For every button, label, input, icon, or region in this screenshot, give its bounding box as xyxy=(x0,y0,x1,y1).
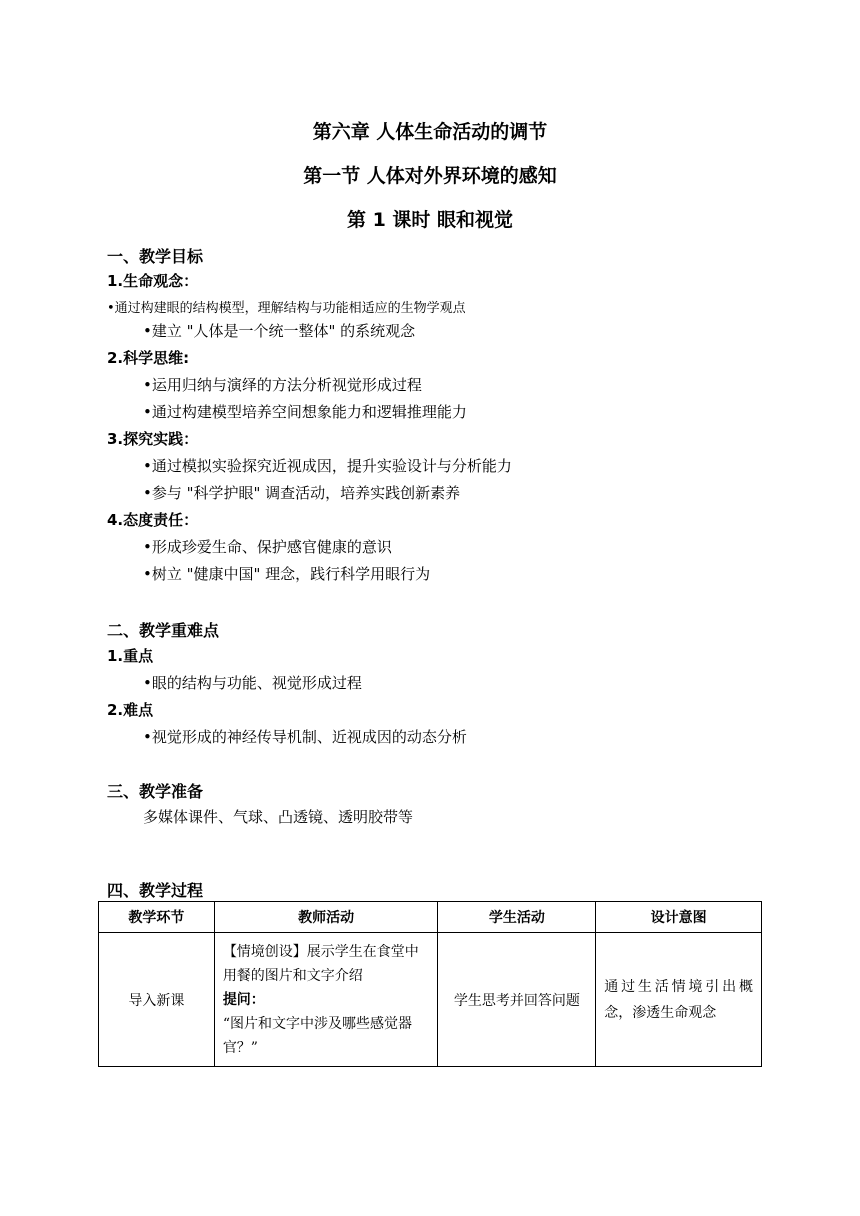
inquiry-heading: 3.探究实践： xyxy=(107,430,199,448)
list-item: •参与 "科学护眼" 调查活动，培养实践创新素养 xyxy=(143,484,461,502)
objectives-heading: 一、教学目标 xyxy=(107,247,204,266)
student-activity-cell: 学生思考并回答问题 xyxy=(438,933,596,1067)
teacher-question-text: “图片和文字中涉及哪些感觉器官？” xyxy=(222,1015,412,1056)
list-item: •建立 "人体是一个统一整体" 的系统观念 xyxy=(143,322,416,340)
column-header: 设计意图 xyxy=(596,902,762,933)
column-header: 学生活动 xyxy=(438,902,596,933)
scientific-thinking-heading: 2.科学思维: xyxy=(107,349,190,367)
list-item: •通过模拟实验探究近视成因，提升实验设计与分析能力 xyxy=(143,457,512,475)
lesson-title: 第 1 课时 眼和视觉 xyxy=(346,209,514,231)
list-item: •形成珍爱生命、保护感官健康的意识 xyxy=(143,538,392,556)
question-label: 提问： xyxy=(222,991,265,1008)
chapter-title: 第六章 人体生命活动的调节 xyxy=(312,121,548,143)
process-heading: 四、教学过程 xyxy=(107,881,204,900)
list-item: •视觉形成的神经传导机制、近视成因的动态分析 xyxy=(143,728,467,746)
column-header: 教学环节 xyxy=(99,902,215,933)
life-concept-heading: 1.生命观念： xyxy=(107,272,199,290)
list-item: •运用归纳与演绎的方法分析视觉形成过程 xyxy=(143,376,422,394)
preparation-text: 多媒体课件、气球、凸透镜、透明胶带等 xyxy=(143,808,414,826)
teacher-activity-text: 【情境创设】展示学生在食堂中用餐的图片和文字介绍 xyxy=(222,943,419,984)
key-points-heading: 二、教学重难点 xyxy=(107,621,220,640)
process-table xyxy=(98,901,762,1067)
table-header-row xyxy=(99,902,762,933)
attitude-heading: 4.态度责任： xyxy=(107,511,199,529)
preparation-heading: 三、教学准备 xyxy=(107,782,204,801)
difficult-point-heading: 2.难点 xyxy=(107,701,154,719)
section-title: 第一节 人体对外界环境的感知 xyxy=(303,165,557,187)
list-item: •眼的结构与功能、视觉形成过程 xyxy=(143,674,362,692)
key-point-heading: 1.重点 xyxy=(107,647,154,665)
list-item: •树立 "健康中国" 理念，践行科学用眼行为 xyxy=(143,565,431,583)
column-header: 教师活动 xyxy=(214,902,438,933)
table-row xyxy=(99,933,762,1067)
teacher-activity-cell xyxy=(214,933,438,1067)
list-item: •通过构建模型培养空间想象能力和逻辑推理能力 xyxy=(143,403,467,421)
list-item: •通过构建眼的结构模型，理解结构与功能相适应的生物学观点 xyxy=(107,301,466,316)
stage-cell: 导入新课 xyxy=(99,933,215,1067)
design-intent-cell: 通过生活情境引出概念，渗透生命观念 xyxy=(596,933,762,1067)
